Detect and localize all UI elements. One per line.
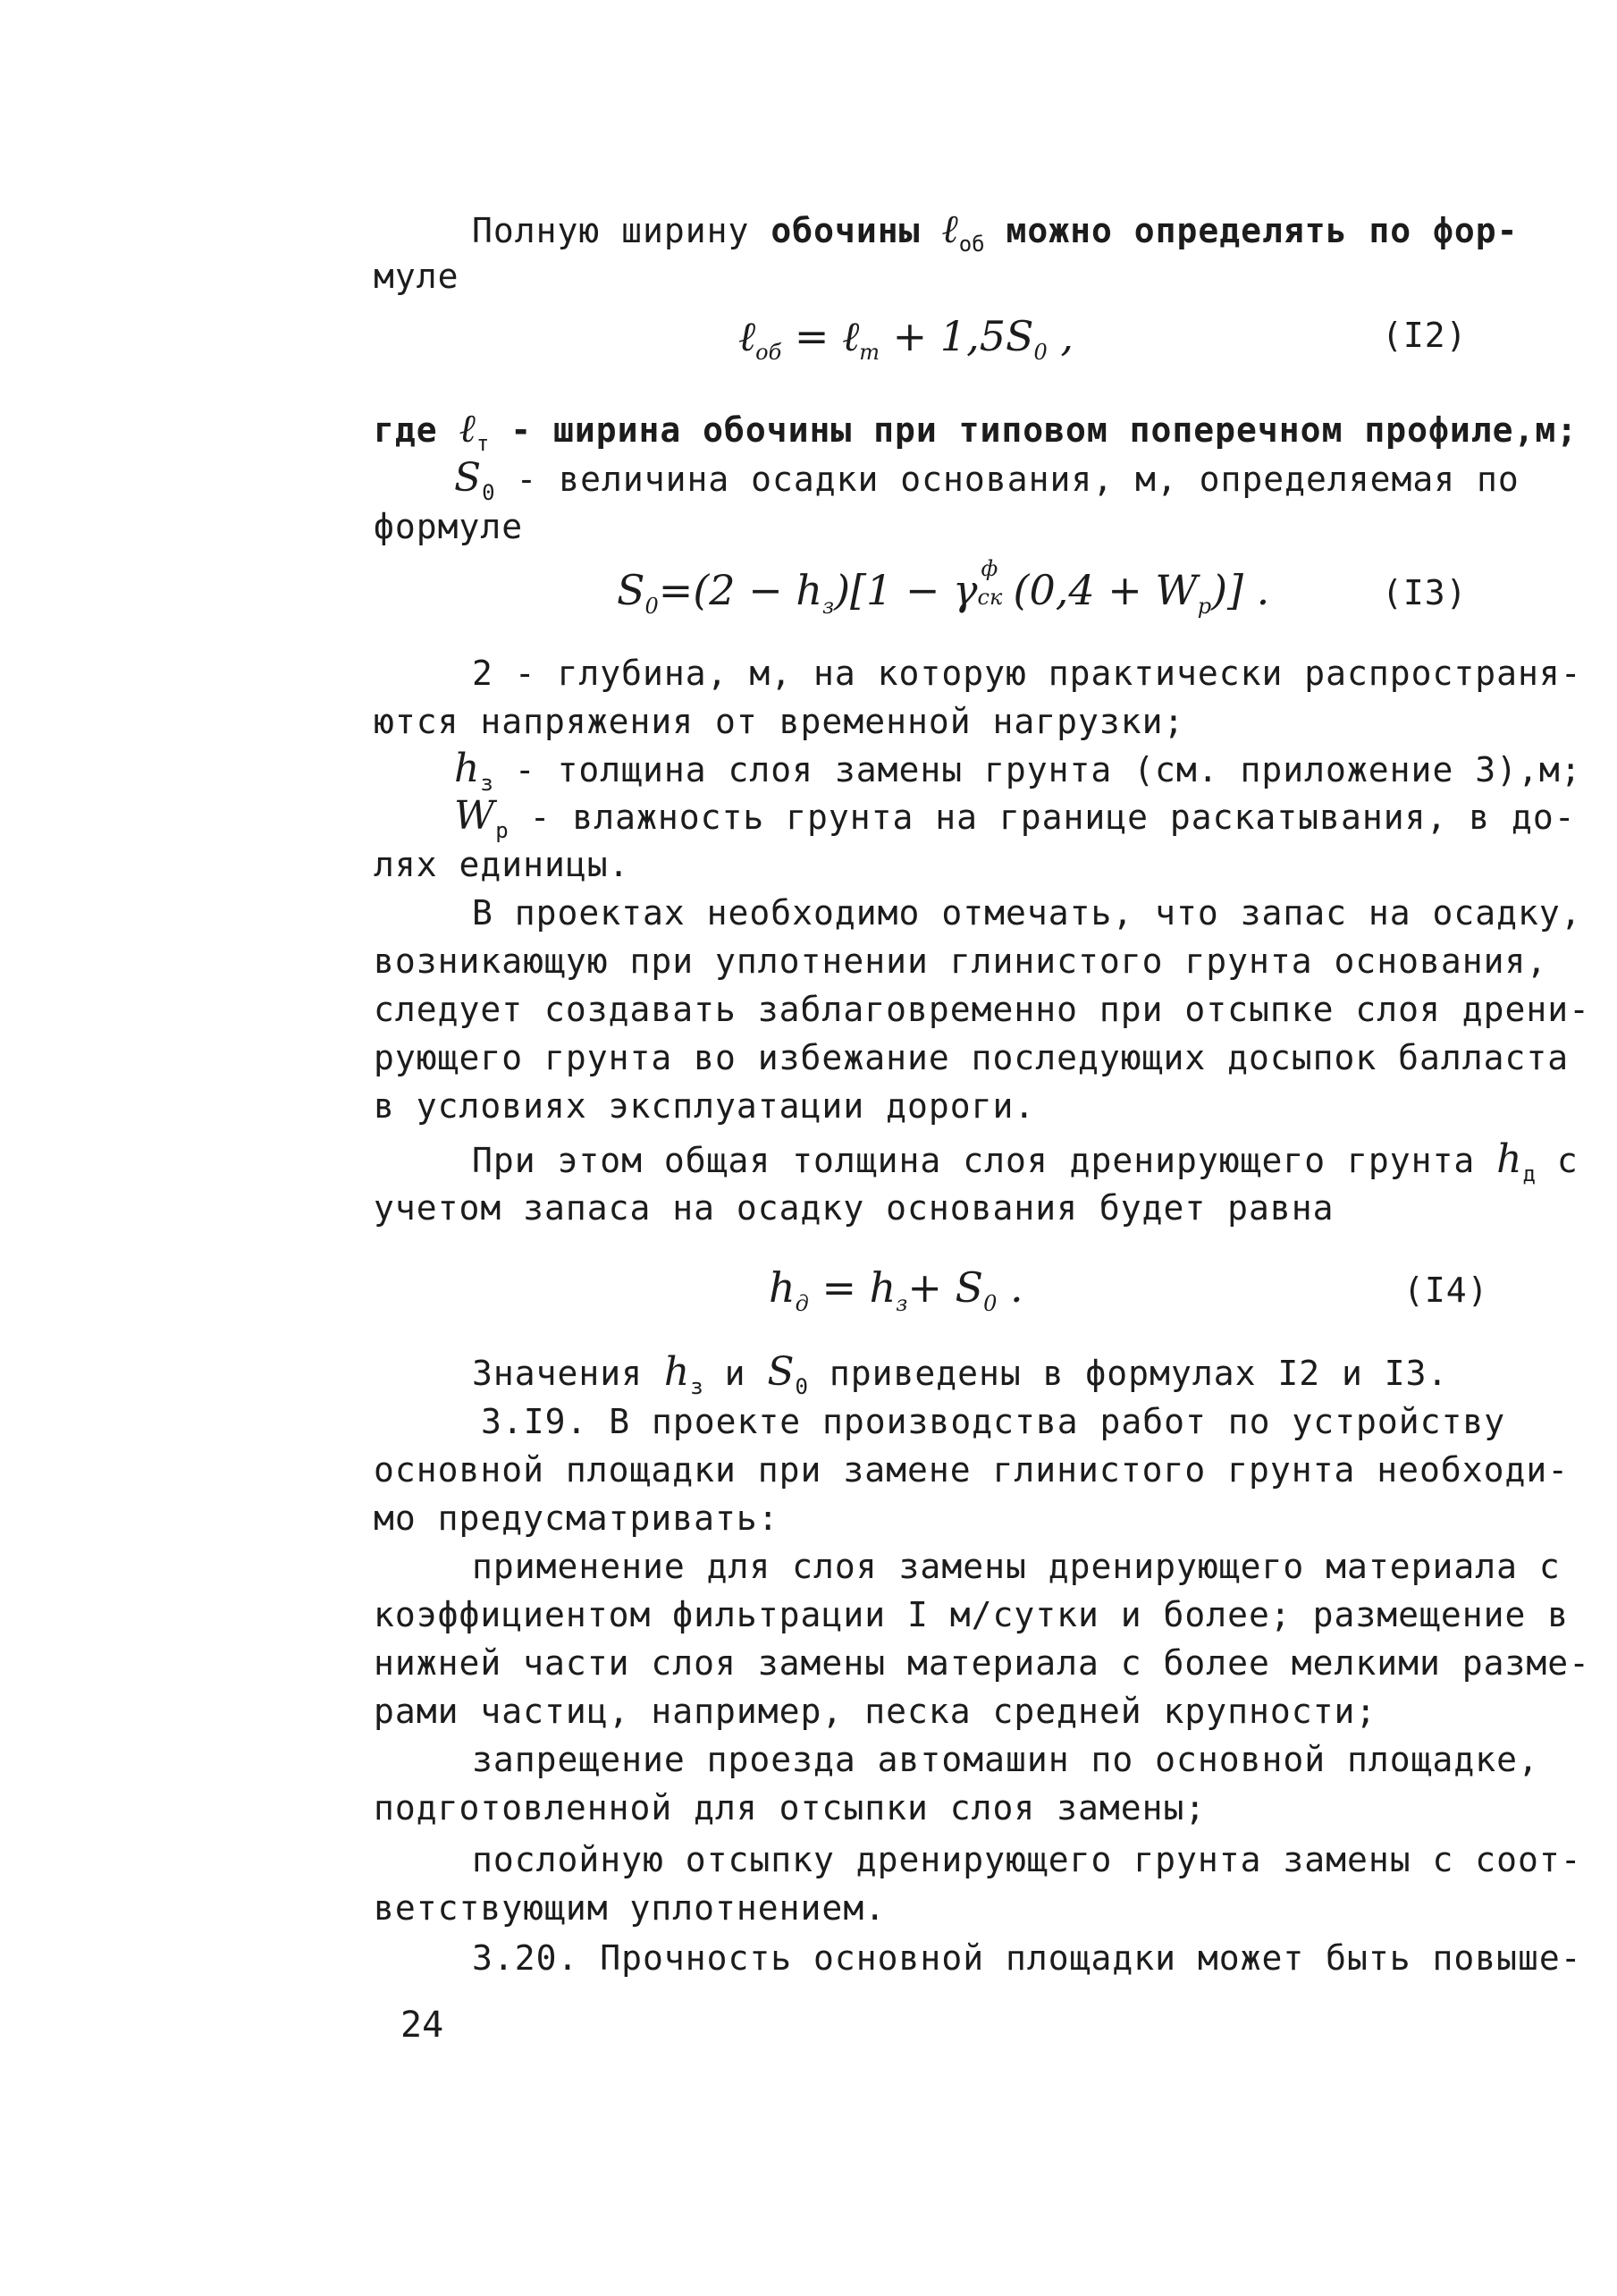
symbol: ℓ xyxy=(842,312,860,360)
formula-13 xyxy=(617,556,1270,633)
formula-text: )] . xyxy=(1211,566,1270,614)
symbol: h xyxy=(1496,1136,1523,1182)
text-line: В проектах необходимо отмечать, что запас на осадку, xyxy=(472,893,1582,933)
text-line: формуле xyxy=(374,507,524,546)
formula-text: + S xyxy=(907,1263,984,1312)
symbol: h xyxy=(769,1263,796,1312)
symbol: h xyxy=(663,1349,691,1395)
formula-text: (0,4 + W xyxy=(1013,566,1198,614)
symbol: ℓ xyxy=(941,207,959,252)
text-line: 3.20. Прочность основной площадки может быть повыше- xyxy=(472,1938,1582,1978)
text-line xyxy=(454,456,1520,515)
formula-number: (I2) xyxy=(1382,316,1468,355)
text-line: ются напряжения от временной нагрузки; xyxy=(374,702,1185,741)
text-line xyxy=(472,207,1519,266)
text-run: с xyxy=(1556,1141,1579,1180)
text-line: возникающую при уплотнении глинистого грунта основания, xyxy=(374,941,1548,981)
text-line: 2 - глубина, м, на которую практически распространя- xyxy=(472,654,1582,693)
text-line: учетом запаса на осадку основания будет равна xyxy=(374,1188,1335,1228)
text-line: 3.I9. В проекте производства работ по устройству xyxy=(481,1402,1506,1441)
text-run: приведены в формулах I2 и I3. xyxy=(829,1354,1449,1393)
text-line: ветствующим уплотнением. xyxy=(374,1888,887,1928)
subscript: з xyxy=(690,1374,703,1399)
text-line: запрещение проезда автомашин по основной площадке, xyxy=(472,1740,1539,1779)
subscript: т xyxy=(859,340,880,365)
symbol: W xyxy=(454,793,496,839)
symbol: S xyxy=(767,1349,796,1395)
formula-text: + 1,5S xyxy=(892,312,1034,360)
symbol: h xyxy=(869,1263,897,1312)
superscript: ф xyxy=(981,556,998,581)
text-line: послойную отсыпку дренирующего грунта замены с соот- xyxy=(472,1840,1582,1879)
symbol: ℓ xyxy=(459,406,476,452)
page-number: 24 xyxy=(400,2005,444,2046)
subscript: з xyxy=(896,1291,908,1316)
subscript: з xyxy=(480,771,493,796)
text-line: лях единицы. xyxy=(374,845,630,884)
symbol: h xyxy=(454,746,481,791)
equals-sign: = xyxy=(821,1263,857,1312)
text-run: - толщина слоя замены грунта (см. приложение 3),м; xyxy=(514,750,1582,789)
symbol: S xyxy=(617,566,645,614)
subscript: 0 xyxy=(482,480,495,505)
text-line: мо предусматривать: xyxy=(374,1498,779,1538)
text-run: - величина осадки основания, м, определяемая по xyxy=(516,460,1520,499)
text-line: применение для слоя замены дренирующего материала с xyxy=(472,1547,1561,1586)
subscript: з xyxy=(821,594,835,619)
symbol: γ xyxy=(953,566,978,614)
text-run: При этом общая толщина слоя дренирующего грунта xyxy=(472,1141,1476,1180)
text-run: - влажность грунта на границе раскатывания, в до- xyxy=(529,798,1576,837)
formula-text: =(2 − h xyxy=(658,566,822,614)
formula-14 xyxy=(769,1261,1023,1330)
subscript: 0 xyxy=(644,594,659,619)
text-line: подготовленной для отсыпки слоя замены; xyxy=(374,1788,1207,1828)
text-line: рующего грунта во избежание последующих досыпок балласта xyxy=(374,1038,1570,1077)
subscript: ск xyxy=(977,585,1003,610)
subscript: т xyxy=(476,431,490,456)
subscript: р xyxy=(1197,594,1212,619)
text-run: Значения xyxy=(472,1354,644,1393)
text-run-bold: где xyxy=(374,410,438,450)
text-line: нижней части слоя замены материала с более мелкими разме- xyxy=(374,1643,1591,1683)
subscript: об xyxy=(958,232,985,257)
text-line: основной площадки при замене глинистого грунта необходи- xyxy=(374,1450,1570,1490)
text-run-bold: обочины xyxy=(771,211,921,250)
subscript: 0 xyxy=(795,1374,808,1399)
formula-text: . xyxy=(1009,1263,1023,1312)
formula-text: , xyxy=(1060,312,1074,360)
text-line: следует создавать заблаговременно при отсыпке слоя дрени- xyxy=(374,990,1591,1029)
text-line: в условиях эксплуатации дороги. xyxy=(374,1086,1036,1126)
formula-text: )[1 − xyxy=(834,566,954,614)
formula-number: (I4) xyxy=(1403,1270,1489,1310)
text-run: Полную ширину xyxy=(472,211,750,250)
sub-superscript xyxy=(977,556,1014,612)
formula-number: (I3) xyxy=(1382,573,1468,612)
subscript: д xyxy=(1522,1161,1536,1186)
symbol: S xyxy=(454,455,483,501)
subscript: д xyxy=(795,1291,809,1316)
text-run-bold: - ширина обочины при типовом поперечном профиле,м; xyxy=(510,410,1579,450)
subscript: 0 xyxy=(1033,340,1048,365)
subscript: 0 xyxy=(983,1291,998,1316)
text-run-bold: можно определять по фор- xyxy=(1006,211,1519,250)
text-line: рами частиц, например, песка средней крупности; xyxy=(374,1692,1377,1731)
subscript: об xyxy=(755,340,782,365)
equals-sign: = xyxy=(794,312,830,360)
text-line: коэффициентом фильтрации I м/сутки и более; размещение в xyxy=(374,1595,1570,1634)
subscript: р xyxy=(495,818,509,843)
text-line: муле xyxy=(374,257,459,296)
formula-12 xyxy=(738,309,1074,379)
text-run: и xyxy=(724,1354,746,1393)
symbol: ℓ xyxy=(738,312,756,360)
